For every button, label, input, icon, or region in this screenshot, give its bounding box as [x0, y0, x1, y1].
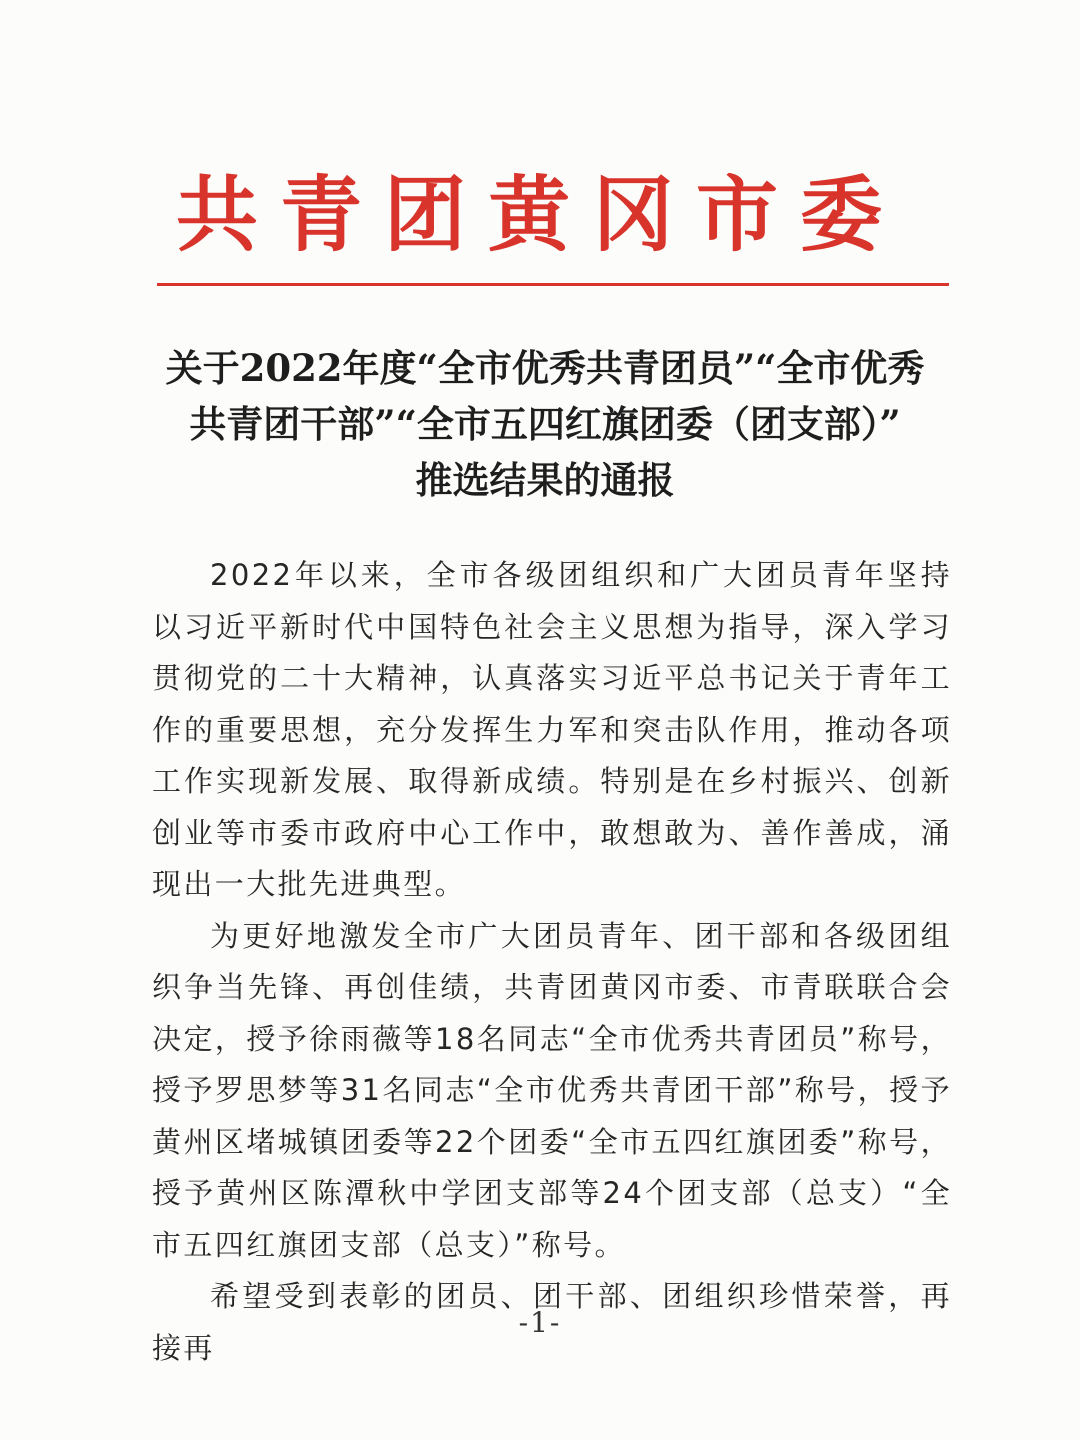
document-title-line-2: 共青团干部”“全市五四红旗团委（团支部）”	[189, 402, 901, 446]
paragraph-1: 2022年以来，全市各级团组织和广大团员青年坚持以习近平新时代中国特色社会主义思想为指导，深入学习贯彻党的二十大精神，认真落实习近平总书记关于青年工作的重要思想，充分发挥生力军和突击队作用，推动各项工作实现新发展、取得新成绩。特别是在乡村振兴、创新创业等市委市政府中心工作中，敢想敢为、善作善成，涌现出一大批先进典型。	[152, 558, 952, 901]
document-title-line-3: 推选结果的通报	[415, 458, 675, 502]
organization-header: 共青团黄冈市委	[175, 167, 904, 263]
red-divider-line	[157, 283, 949, 286]
document-title-line-1: 关于2022年度“全市优秀共青团员”“全市优秀	[165, 346, 925, 390]
page-number: -1-	[518, 1306, 562, 1339]
document-body	[152, 550, 952, 1374]
document-title	[140, 340, 950, 508]
paragraph-2: 为更好地激发全市广大团员青年、团干部和各级团组织争当先锋、再创佳绩，共青团黄冈市委、市青联联合会决定，授予徐雨薇等18名同志“全市优秀共青团员”称号，授予罗思梦等31名同志“全市优秀共青团干部”称号，授予黄州区堵城镇团委等22个团委“全市五四红旗团委”称号，授予黄州区陈潭秋中学团支部等24个团支部（总支）“全市五四红旗团支部（总支）”称号。	[152, 918, 952, 1262]
paragraph-3: 希望受到表彰的团员、团干部、团组织珍惜荣誉，再接再	[152, 1279, 952, 1365]
